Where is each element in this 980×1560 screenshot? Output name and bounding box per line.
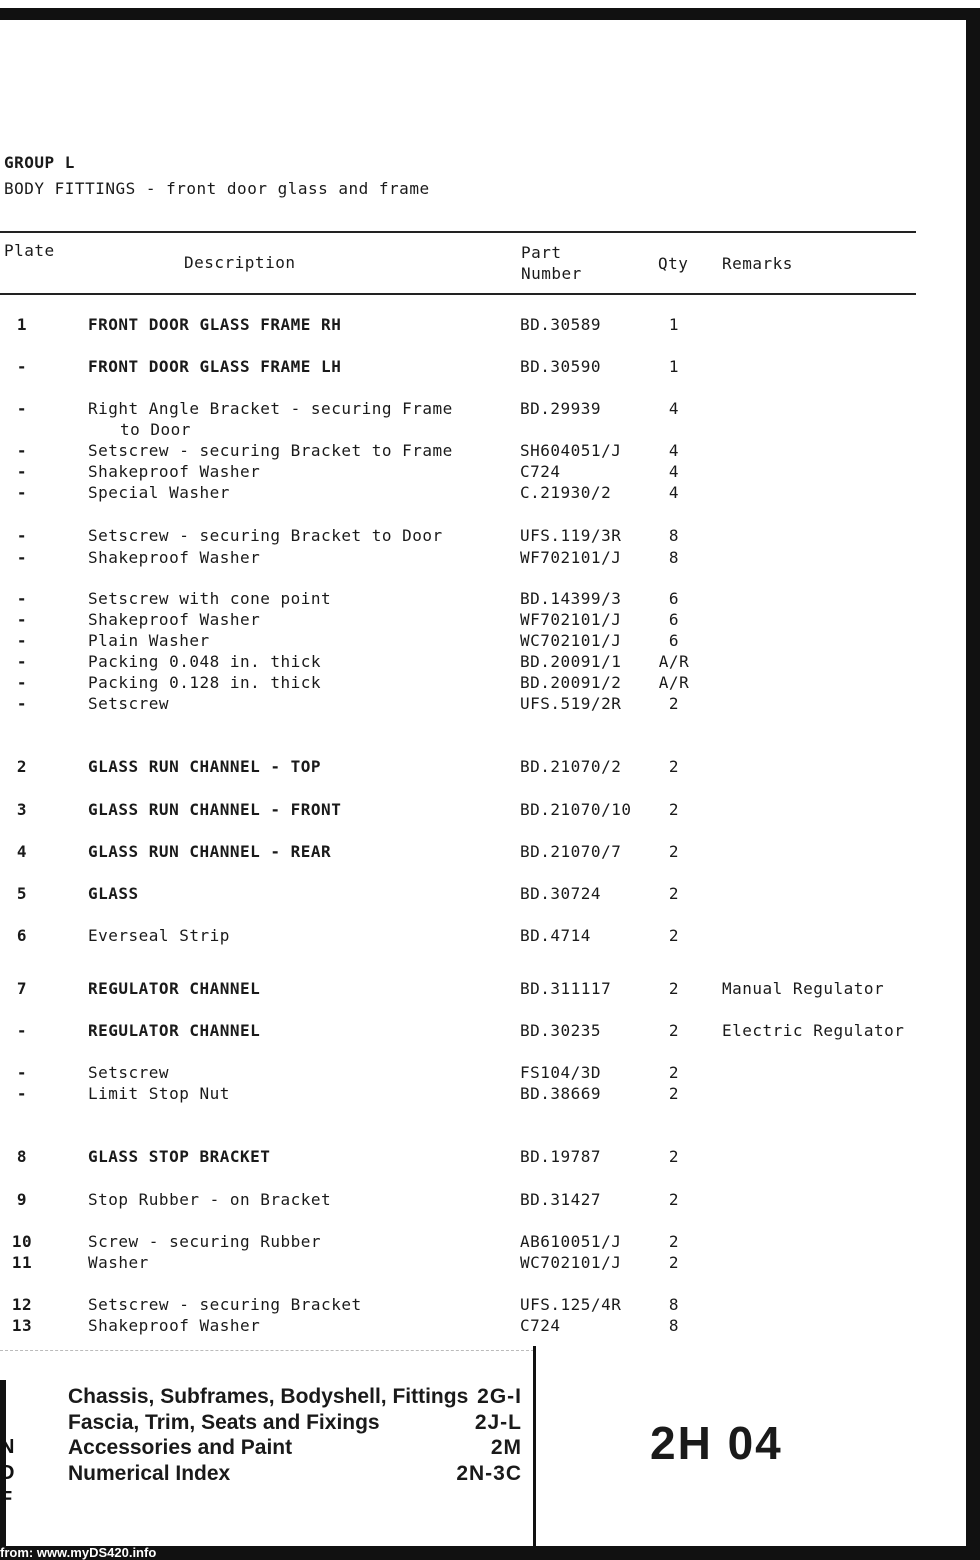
col-qty-header: Qty (658, 254, 689, 273)
description-cell: FRONT DOOR GLASS FRAME RH (88, 315, 342, 334)
col-description-header: Description (184, 253, 296, 272)
description-cell: Limit Stop Nut (88, 1084, 230, 1103)
plate-cell: - (16, 631, 28, 650)
table-row (0, 1063, 940, 1085)
plate-cell: 12 (11, 1295, 33, 1314)
part-number-cell: UFS.119/3R (520, 526, 622, 545)
part-number-cell: WC702101/J (520, 631, 622, 650)
table-row (0, 441, 940, 463)
plate-cell: - (16, 1084, 28, 1103)
plate-cell: 4 (16, 842, 28, 861)
plate-cell: - (16, 1063, 28, 1082)
part-number-cell: BD.20091/1 (520, 652, 622, 671)
description-cell: Right Angle Bracket - securing Frame (88, 399, 453, 418)
plate-cell: 8 (16, 1147, 28, 1166)
qty-cell: 4 (668, 483, 680, 502)
part-number-cell: BD.20091/2 (520, 673, 622, 692)
qty-cell: 1 (668, 315, 680, 334)
part-number-cell: BD.311117 (520, 979, 612, 998)
description-cell: GLASS STOP BRACKET (88, 1147, 271, 1166)
description-cell: Setscrew (88, 1063, 170, 1082)
table-row (0, 589, 940, 611)
table-row (0, 800, 940, 822)
table-row (0, 399, 940, 421)
index-entry (68, 1436, 528, 1462)
qty-cell: 2 (668, 757, 680, 776)
header-rule-top (0, 231, 916, 233)
side-tab-letter: D (0, 1462, 15, 1484)
description-cell: Setscrew - securing Bracket to Door (88, 526, 443, 545)
qty-cell: 2 (668, 1021, 680, 1040)
plate-cell: 11 (11, 1253, 33, 1272)
plate-cell: 1 (16, 315, 28, 334)
section-subtitle: BODY FITTINGS - front door glass and frame (4, 179, 430, 198)
part-number-cell: WC702101/J (520, 1253, 622, 1272)
qty-cell: 4 (668, 399, 680, 418)
table-row (0, 842, 940, 864)
table-row (0, 1147, 940, 1169)
description-cell: Setscrew - securing Bracket to Frame (88, 441, 453, 460)
description-cell: Shakeproof Washer (88, 548, 261, 567)
qty-cell: 2 (668, 842, 680, 861)
plate-cell: - (16, 357, 28, 376)
qty-cell: 2 (668, 1190, 680, 1209)
index-code: 2N-3C (456, 1462, 522, 1485)
remarks-cell: Manual Regulator (722, 979, 885, 998)
description-cell: Setscrew - securing Bracket (88, 1295, 362, 1314)
description-cell: Plain Washer (88, 631, 210, 650)
description-cell: Shakeproof Washer (88, 462, 261, 481)
plate-cell: - (16, 1021, 28, 1040)
table-row (0, 1316, 940, 1338)
table-row (0, 884, 940, 906)
part-number-cell: C.21930/2 (520, 483, 612, 502)
qty-cell: 6 (668, 610, 680, 629)
table-row (0, 979, 940, 1001)
index-code: 2G-I (477, 1385, 522, 1408)
qty-cell: 2 (668, 800, 680, 819)
table-row (0, 652, 940, 674)
plate-cell: - (16, 399, 28, 418)
table-row (0, 315, 940, 337)
qty-cell: 2 (668, 1232, 680, 1251)
description-cell: Packing 0.048 in. thick (88, 652, 322, 671)
plate-cell: 13 (11, 1316, 33, 1335)
part-number-cell: BD.38669 (520, 1084, 602, 1103)
table-row (0, 1232, 940, 1254)
plate-cell: - (16, 483, 28, 502)
description-cell: GLASS RUN CHANNEL - REAR (88, 842, 332, 861)
description-cell: Stop Rubber - on Bracket (88, 1190, 332, 1209)
description-cell: GLASS (88, 884, 139, 903)
col-part-header-line2: Number (521, 264, 582, 283)
description-cell: Shakeproof Washer (88, 610, 261, 629)
table-row (0, 526, 940, 548)
plate-cell: 10 (11, 1232, 33, 1251)
qty-cell: A/R (658, 652, 690, 671)
table-row (0, 462, 940, 484)
qty-cell: 2 (668, 979, 680, 998)
table-row (0, 926, 940, 948)
qty-cell: 8 (668, 548, 680, 567)
table-row (0, 1190, 940, 1212)
table-row (0, 757, 940, 779)
index-code: 2J-L (474, 1411, 522, 1434)
qty-cell: 8 (668, 526, 680, 545)
qty-cell: 4 (668, 462, 680, 481)
description-continuation: to Door (120, 420, 191, 439)
part-number-cell: BD.30589 (520, 315, 602, 334)
description-cell: GLASS RUN CHANNEL - FRONT (88, 800, 342, 819)
plate-cell: - (16, 589, 28, 608)
plate-cell: 2 (16, 757, 28, 776)
description-cell: Shakeproof Washer (88, 1316, 261, 1335)
qty-cell: 2 (668, 884, 680, 903)
part-number-cell: BD.30724 (520, 884, 602, 903)
index-code: 2M (490, 1436, 522, 1459)
index-title: Numerical Index (68, 1462, 231, 1485)
description-cell: Packing 0.128 in. thick (88, 673, 322, 692)
part-number-cell: BD.30590 (520, 357, 602, 376)
qty-cell: A/R (658, 673, 690, 692)
part-number-cell: BD.19787 (520, 1147, 602, 1166)
page-code: 2H 04 (650, 1417, 783, 1469)
plate-cell: 7 (16, 979, 28, 998)
side-tab-letter: F (0, 1488, 13, 1510)
index-title: Accessories and Paint (68, 1436, 293, 1459)
plate-cell: 6 (16, 926, 28, 945)
side-tab-letter: N (0, 1436, 15, 1458)
plate-cell: - (16, 462, 28, 481)
table-row (0, 631, 940, 653)
header-rule-bottom (0, 293, 916, 295)
table-row (0, 483, 940, 505)
part-number-cell: SH604051/J (520, 441, 622, 460)
part-number-cell: AB610051/J (520, 1232, 622, 1251)
plate-cell: 5 (16, 884, 28, 903)
source-watermark: from: www.myDS420.info (0, 1545, 157, 1560)
description-cell: REGULATOR CHANNEL (88, 1021, 261, 1040)
table-row (0, 357, 940, 379)
qty-cell: 2 (668, 1253, 680, 1272)
part-number-cell: BD.14399/3 (520, 589, 622, 608)
part-number-cell: BD.30235 (520, 1021, 602, 1040)
qty-cell: 6 (668, 631, 680, 650)
plate-cell: 3 (16, 800, 28, 819)
description-cell: Setscrew with cone point (88, 589, 332, 608)
plate-cell: - (16, 694, 28, 713)
part-number-cell: C724 (520, 1316, 561, 1335)
plate-cell: - (16, 548, 28, 567)
description-cell: REGULATOR CHANNEL (88, 979, 261, 998)
col-plate-header: Plate (4, 241, 55, 260)
table-row (0, 1021, 940, 1043)
col-remarks-header: Remarks (722, 254, 793, 273)
qty-cell: 8 (668, 1316, 680, 1335)
qty-cell: 2 (668, 1063, 680, 1082)
plate-cell: - (16, 610, 28, 629)
part-number-cell: UFS.519/2R (520, 694, 622, 713)
table-row (0, 1295, 940, 1317)
index-title: Fascia, Trim, Seats and Fixings (68, 1411, 380, 1434)
qty-cell: 2 (668, 1147, 680, 1166)
plate-cell: - (16, 673, 28, 692)
plate-cell: - (16, 441, 28, 460)
plate-cell: - (16, 526, 28, 545)
scan-border-right (966, 8, 980, 1560)
description-cell: Washer (88, 1253, 149, 1272)
qty-cell: 2 (668, 926, 680, 945)
qty-cell: 6 (668, 589, 680, 608)
qty-cell: 2 (668, 694, 680, 713)
table-row (0, 1084, 940, 1106)
qty-cell: 2 (668, 1084, 680, 1103)
index-entry (68, 1411, 528, 1437)
index-title: Chassis, Subframes, Bodyshell, Fittings (68, 1385, 469, 1408)
plate-cell: 9 (16, 1190, 28, 1209)
scan-border-top (0, 8, 980, 20)
part-number-cell: BD.4714 (520, 926, 591, 945)
index-entry (68, 1385, 528, 1411)
index-entry (68, 1462, 528, 1488)
part-number-cell: WF702101/J (520, 548, 622, 567)
qty-cell: 4 (668, 441, 680, 460)
table-row (0, 548, 940, 570)
description-cell: Special Washer (88, 483, 230, 502)
description-cell: GLASS RUN CHANNEL - TOP (88, 757, 322, 776)
remarks-cell: Electric Regulator (722, 1021, 905, 1040)
part-number-cell: C724 (520, 462, 561, 481)
description-cell: Setscrew (88, 694, 170, 713)
col-part-header-line1: Part (521, 243, 562, 262)
part-number-cell: UFS.125/4R (520, 1295, 622, 1314)
description-cell: Everseal Strip (88, 926, 230, 945)
part-number-cell: FS104/3D (520, 1063, 602, 1082)
part-number-cell: BD.21070/7 (520, 842, 622, 861)
footer-divider (533, 1346, 536, 1546)
description-cell: FRONT DOOR GLASS FRAME LH (88, 357, 342, 376)
group-title: GROUP L (4, 153, 75, 172)
table-row (0, 1253, 940, 1275)
qty-cell: 8 (668, 1295, 680, 1314)
part-number-cell: BD.29939 (520, 399, 602, 418)
plate-cell: - (16, 652, 28, 671)
table-row (0, 610, 940, 632)
table-row (0, 694, 940, 716)
part-number-cell: BD.21070/10 (520, 800, 632, 819)
qty-cell: 1 (668, 357, 680, 376)
part-number-cell: BD.21070/2 (520, 757, 622, 776)
description-cell: Screw - securing Rubber (88, 1232, 322, 1251)
table-row (0, 673, 940, 695)
part-number-cell: BD.31427 (520, 1190, 602, 1209)
part-number-cell: WF702101/J (520, 610, 622, 629)
